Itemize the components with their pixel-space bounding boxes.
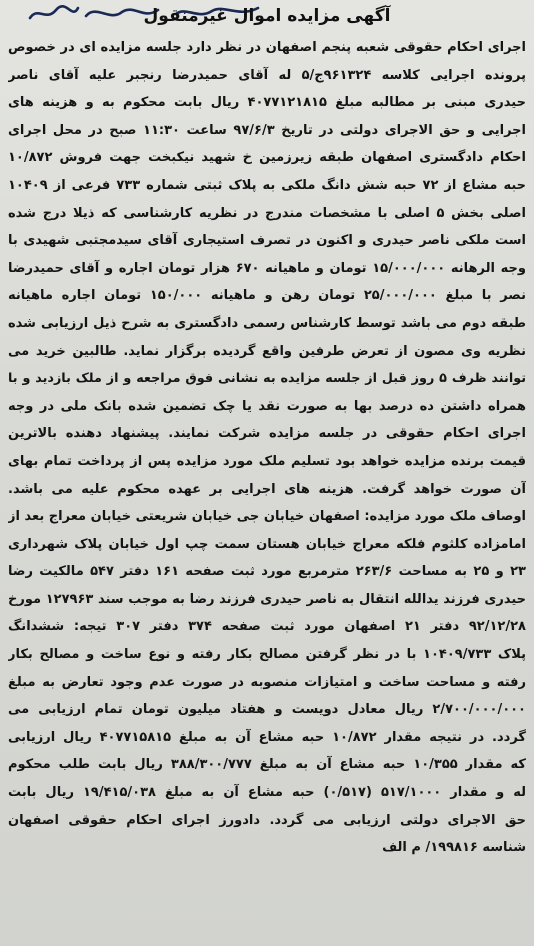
notice-line: اجرایی و حق الاجرای دولتی در تاریخ ۹۷/۶/۳ ساعت ۱۱:۳۰ صبح در محل اجرای [8, 122, 526, 138]
notice-body [8, 34, 526, 862]
notice-id-line: شناسه ۱۹۹۸۱۶/ م الف [382, 840, 526, 856]
notice-line: اصلی بخش ۵ اصلی با مشخصات مندرج در نظریه کارشناسی که ذیلا درج شده [8, 205, 526, 221]
notice-line: حیدری فرزند یدالله انتقال به ناصر حیدری فرزند رضا به موجب سند ۱۲۷۹۶۳ مورخ [8, 591, 526, 607]
notice-line: حبه مشاع از ۷۲ حبه شش دانگ ملکی به پلاک ثبتی شماره ۷۳۳ فرعی از ۱۰۴۰۹ [8, 177, 526, 193]
notice-line: ۹۲/۱۲/۲۸ دفتر ۲۱ اصفهان مورد ثبت صفحه ۳۷۴ دفتر ۳۰۷ تیجه: ششدانگ [8, 619, 526, 635]
notice-line: طبقه دوم می باشد توسط کارشناس رسمی دادگستری به شرح ذیل ارزیابی شده [8, 315, 526, 331]
notice-line: وجه الرهانه ۱۵/۰۰۰/۰۰۰ تومان و ماهیانه ۶۷۰ هزار تومان اجاره و آقای حمیدرضا [8, 260, 526, 276]
notice-line: گردد. در نتیجه مقدار ۱۰/۸۷۲ حبه مشاع آن به مبلغ ۴۰۷۷۱۵۸۱۵ ریال ارزیابی [8, 729, 526, 745]
notice-line: که مقدار ۱۰/۳۵۵ حبه مشاع آن به مبلغ ۳۸۸/۳۰۰/۷۷۷ ریال بابت طلب محکوم [8, 757, 526, 773]
notice-line: است ملکی ناصر حیدری و اکنون در تصرف استیجاری آقای سیدمجتبی شهیدی با [8, 233, 526, 249]
notice-line: ۲۳ و ۲۵ به مساحت ۲۶۳/۶ مترمربع مورد ثبت صفحه ۱۶۱ دفتر ۵۴۷ مالکیت رضا [8, 564, 526, 580]
notice-line: توانند ظرف ۵ روز قبل از جلسه مزایده به نشانی فوق مراجعه و از ملک بازدید و با [8, 371, 526, 387]
notice-line: پلاک ۱۰۴۰۹/۷۳۳ با در نظر گرفتن مصالح بکار رفته و نوع ساخت و مصالح بکار [8, 647, 526, 663]
notice-line: رفته و مساحت ساخت و امتیازات منصوبه در صورت عدم وجود تعارض به مبلغ [8, 674, 526, 690]
notice-line: ۲/۷۰۰/۰۰۰/۰۰۰ ریال معادل دویست و هفتاد میلیون تومان تمام ارزیابی می [8, 702, 526, 718]
notice-line: اجرای احکام حقوقی شعبه پنجم اصفهان در نظر دارد جلسه مزایده ای در خصوص [8, 40, 526, 55]
notice-line: پرونده اجرایی کلاسه ۹۶۱۳۲۴ج/۵ له آقای حمیدرضا رنجبر علیه آقای ناصر [8, 67, 526, 83]
notice-line: له و مقدار ۵۱۷/۱۰۰۰ (۰/۵۱۷) حبه مشاع آن به مبلغ ۱۹/۴۱۵/۰۳۸ ریال بابت [8, 785, 526, 801]
notice-line: احکام دادگستری اصفهان طبقه زیرزمین خ شهید نیکبخت جهت فروش ۱۰/۸۷۲ [8, 150, 526, 166]
notice-title: آگهی مزایده اموال غیرمنقول [143, 6, 391, 26]
notice-line: همراه داشتن ده درصد بها به صورت نقد یا چک تضمین شده بانک ملی در وجه [8, 398, 526, 414]
notice-line: حیدری مبنی بر مطالبه مبلغ ۴۰۷۷۱۲۱۸۱۵ ریال بابت محکوم به و هزینه های [8, 95, 526, 111]
notice-line: قیمت برنده مزایده خواهد بود تسلیم ملک مورد مزایده پس از پرداخت تمام بهای [8, 453, 526, 469]
notice-line: نصر با مبلغ ۲۵/۰۰۰/۰۰۰ تومان رهن و ماهیانه ۱۵۰/۰۰۰ تومان اجاره ماهیانه [8, 288, 526, 304]
notice-line: حق الاجرای دولتی ارزیابی می گردد. دادورز اجرای احکام حقوقی اصفهان [8, 812, 526, 828]
notice-line: اوصاف ملک مورد مزایده: اصفهان خیابان جی خیابان شریعتی خیابان معراج بعد از [8, 509, 526, 525]
notice-line: امامزاده کلثوم فلکه معراج خیابان هستان سمت چپ اول خیابان پلاک شهرداری [8, 536, 526, 552]
notice-line: اجرای احکام حقوقی در جلسه مزایده شرکت نمایند. پیشنهاد دهنده بالاترین [8, 426, 526, 442]
notice-line: آن صورت خواهد گرفت. هزینه های اجرایی بر عهده محکوم علیه می باشد. [8, 481, 526, 497]
notice-line: نظریه وی مصون از تعرض طرفین واقع گردیده برگزار نماید. طالبین خرید می [8, 343, 526, 359]
